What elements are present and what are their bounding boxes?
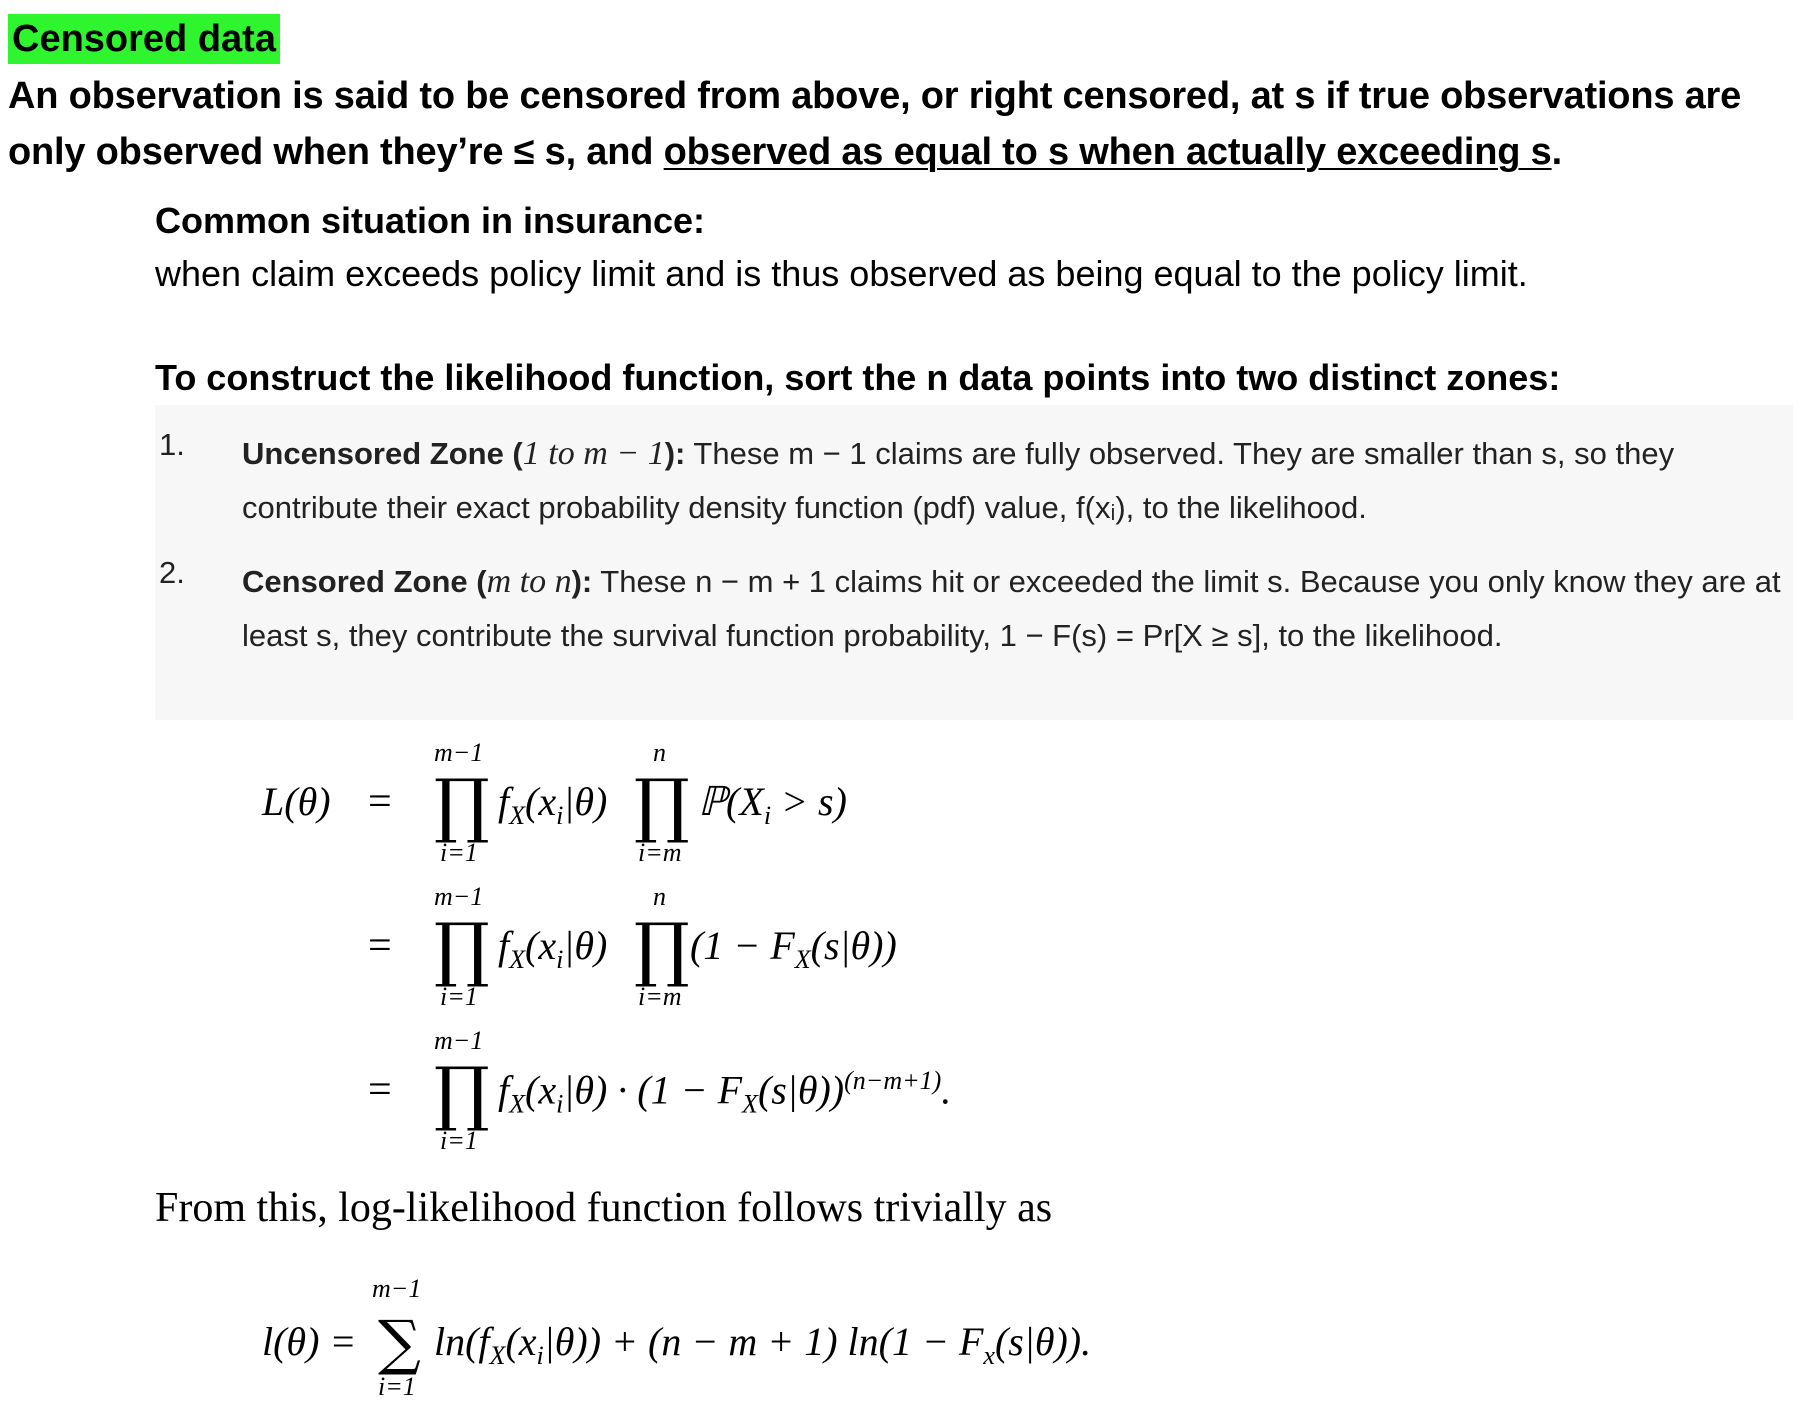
zone-range: 1 to m − 1 <box>522 435 665 472</box>
product-lower-limit: i=m <box>638 982 682 1011</box>
product-upper-limit: n <box>653 738 666 767</box>
common-situation-text: when claim exceeds policy limit and is thus observed as being equal to the policy limit. <box>155 253 1528 294</box>
log-likelihood-intro: From this, log-likelihood function follows trivially as <box>155 1185 1053 1231</box>
zone-text: These n − m + 1 claims hit or exceeded the limit s. Because you only know they are at least s, they contribute the survival function probability, 1 − F(s) = Pr[X ≥ s], to the likelihood. <box>242 564 1781 653</box>
list-number: 1. <box>159 427 185 462</box>
sum-lower-limit: i=1 <box>378 1372 416 1401</box>
product-upper-limit: n <box>653 882 666 911</box>
censoring-definition <box>8 68 1792 180</box>
product-symbol: ∏ <box>634 908 690 990</box>
product-lower-limit: i=m <box>638 838 682 867</box>
product-upper-limit: m−1 <box>434 882 484 911</box>
probability-term: $ℙ(X_i > s)$ <box>698 779 847 830</box>
product-lower-limit: i=1 <box>440 982 478 1011</box>
combined-term: $f_X(x_i|\theta) \cdot (1 - F_X(s|\theta))^{(n-m+1)}$. <box>498 1066 952 1119</box>
zone-range: m to n <box>486 563 572 600</box>
product-upper-limit: m−1 <box>434 1026 484 1055</box>
equals-sign: = <box>368 923 392 969</box>
survival-term: $(1 - F_X(s|\theta))$ <box>690 923 897 974</box>
loglik-terms: $\ln(f_X(x_i|\theta)) + (n - m + 1) \ln(1 - F_x(s|\theta))$. <box>434 1319 1092 1370</box>
zone-body <box>242 555 1782 663</box>
loglik-lhs: l(θ) = <box>262 1319 357 1364</box>
section-title: Censored data <box>8 14 280 64</box>
zones-heading: To construct the likelihood function, sort the n data points into two distinct zones: <box>155 357 1561 398</box>
zone-body <box>242 427 1782 535</box>
zone-title-end: ): <box>664 436 686 471</box>
density-term: $f_X(x_i|\theta)$ <box>498 923 608 974</box>
zones-box <box>155 405 1793 720</box>
zone-title-end: ): <box>571 564 593 599</box>
likelihood-lhs: L(θ) <box>262 779 331 824</box>
sum-symbol: ∑ <box>378 1308 421 1378</box>
equals-sign: = <box>368 1067 392 1113</box>
zone-title: Uncensored Zone ( <box>242 436 523 471</box>
product-symbol: ∏ <box>434 764 490 846</box>
definition-end: . <box>1551 131 1562 173</box>
zone-text: These m − 1 claims are fully observed. They are smaller than s, so they contribute their exact probability density function (pdf) value, f(xᵢ), to the likelihood. <box>242 436 1675 525</box>
zone-title: Censored Zone ( <box>242 564 487 599</box>
common-situation-heading: Common situation in insurance: <box>155 200 706 241</box>
product-lower-limit: i=1 <box>440 838 478 867</box>
product-symbol: ∏ <box>434 1052 490 1134</box>
density-term: $f_X(x_i|\theta)$ <box>498 779 608 830</box>
definition-underlined: observed as equal to s when actually exceeding s <box>663 131 1552 173</box>
product-symbol: ∏ <box>634 764 690 846</box>
product-lower-limit: i=1 <box>440 1126 478 1155</box>
definition-text: An observation is said to be censored from above, or right censored, at s if true observations are only observed when they’re ≤ s, and <box>8 75 1742 173</box>
list-number: 2. <box>159 555 185 590</box>
product-symbol: ∏ <box>434 908 490 990</box>
product-upper-limit: m−1 <box>434 738 484 767</box>
sum-upper-limit: m−1 <box>372 1274 422 1303</box>
equals-sign: = <box>368 779 392 825</box>
